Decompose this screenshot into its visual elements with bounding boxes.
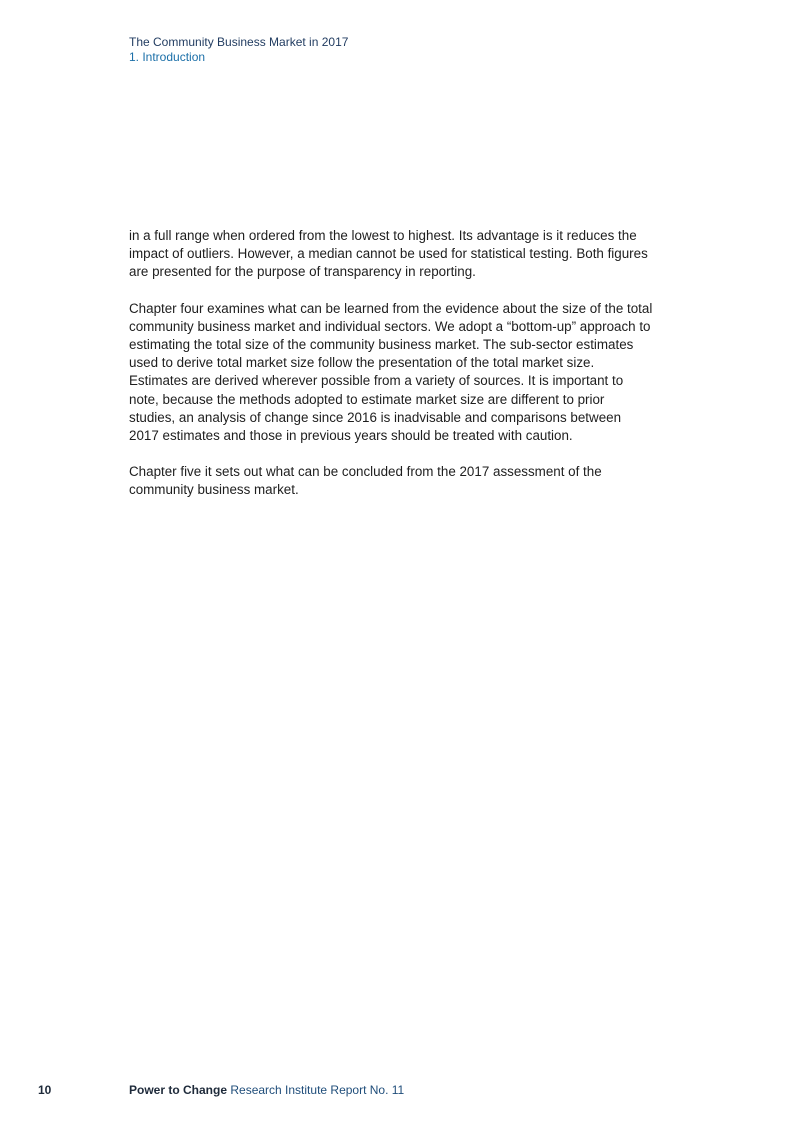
paragraph: in a full range when ordered from the lowest to highest. Its advantage is it reduces the impact of outliers. However, a median cannot be used for statistical testing. Both figures are presented for the purpose of transparency in reporting. [129, 228, 648, 280]
paragraph: Chapter five it sets out what can be concluded from the 2017 assessment of the community business market. [129, 464, 602, 498]
section-title: 1. Introduction [129, 50, 206, 64]
document-title: The Community Business Market in 2017 [129, 35, 349, 49]
report-series: Research Institute Report No. 11 [230, 1083, 405, 1097]
body-text [129, 227, 654, 518]
organization-name: Power to Change [129, 1083, 228, 1097]
page-number: 10 [38, 1083, 52, 1097]
paragraph: Chapter four examines what can be learned from the evidence about the size of the total community business market and individual sectors. We adopt a “bottom-up” approach to estimating the total size of the community business market. The sub-sector estimates used to derive total market size follow the presentation of the total market size. Estimates are derived wherever possible from a variety of sources. It is important to note, because the methods adopted to estimate market size are different to prior studies, an analysis of change since 2016 is inadvisable and comparisons between 2017 estimates and those in previous years should be treated with caution. [129, 300, 653, 444]
running-header [129, 35, 348, 65]
footer-publication [129, 1083, 404, 1098]
